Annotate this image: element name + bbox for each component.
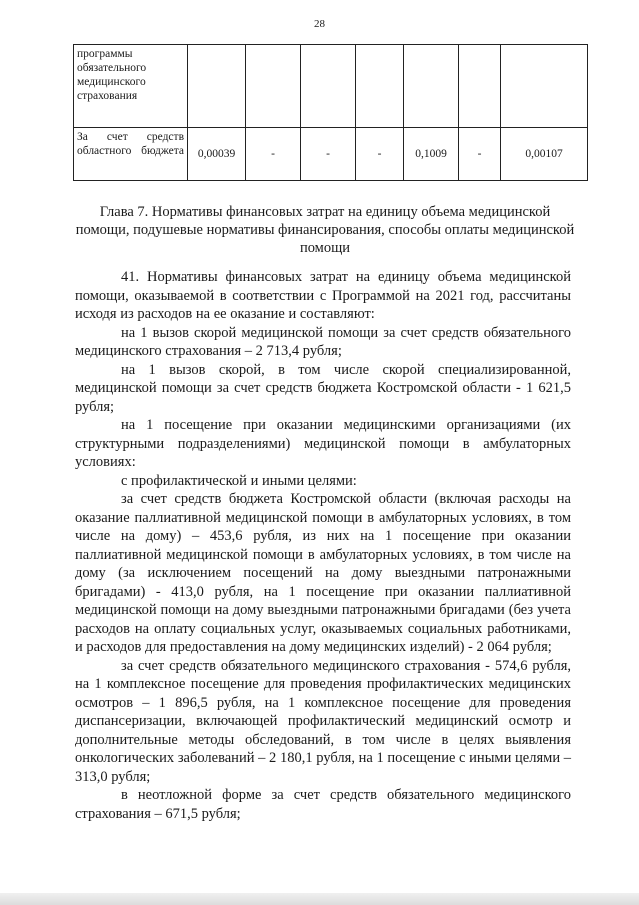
paragraph: за счет средств бюджета Костромской области (включая расходы на оказание паллиативной медицинской помощи в амбулаторных условиях, в том числе на дому) – 453,6 рубля, из них на 1 посещение при оказании паллиативной медицинской помощи в амбулаторных условиях, в том числе на дому (за исключением посещений на дому выездными патронажными бригадами) - 413,0 рубля, на 1 посещение при оказании паллиативной медицинской помощи на дому выездными патронажными бригадами (без учета расходов на оплату социальных услуг, оказываемых социальных работниками, и расходов для предоставления на дому медицинских изделий) - 2 064 рубля; [75, 491, 571, 655]
table-cell [459, 45, 501, 128]
paragraph: за счет средств обязательного медицинского страхования - 574,6 рубля, на 1 комплексное посещение для проведения профилактических медицинских осмотров – 1 896,5 рубля, на 1 комплексное посещение для проведения диспансеризации, включающей профилактический медицинский осмотр и дополнительные методы обследований, в том числе в целях выявления онкологических заболеваний – 2 180,1 рубля, на 1 посещение с иными целями – 313,0 рубля; [75, 657, 571, 785]
paragraph: 41. Нормативы финансовых затрат на единицу объема медицинской помощи, оказываемой в соответствии с Программой на 2021 год, рассчитаны исходя из расходов на ее оказание и составляют: [75, 269, 571, 322]
scan-edge [0, 893, 639, 905]
table-cell: 0,00039 [188, 128, 246, 181]
paragraph: на 1 посещение при оказании медицинскими организациями (их структурными подразделениями) медицинской помощи в амбулаторных условиях: [75, 417, 571, 470]
table-cell [404, 45, 459, 128]
table-cell: 0,00107 [501, 128, 588, 181]
paragraph: с профилактической и иными целями: [121, 472, 357, 489]
table-cell [501, 45, 588, 128]
document-body [75, 268, 571, 823]
table-cell [356, 45, 404, 128]
table-cell-source: За счет средств областного бюджета [74, 128, 188, 181]
table-cell: - [246, 128, 301, 181]
table-cell: - [301, 128, 356, 181]
chapter-title: Глава 7. Нормативы финансовых затрат на единицу объема медицинской помощи, подушевые нормативы финансирования, способы оплаты медицинской помощи [75, 204, 575, 256]
paragraph: на 1 вызов скорой, в том числе скорой специализированной, медицинской помощи за счет средств бюджета Костромской области - 1 621,5 рубля; [75, 361, 571, 415]
table-cell [301, 45, 356, 128]
table-cell: - [356, 128, 404, 181]
table-cell: - [459, 128, 501, 181]
page-number: 28 [314, 18, 325, 30]
normatives-table-continuation [73, 44, 588, 181]
paragraph: на 1 вызов скорой медицинской помощи за счет средств обязательного медицинского страхования – 2 713,4 рубля; [75, 324, 571, 359]
table-row [74, 45, 588, 128]
table-cell [246, 45, 301, 128]
table-row [74, 128, 588, 181]
table-cell [188, 45, 246, 128]
table-cell-source: программы обязательного медицинского страхования [74, 45, 188, 128]
paragraph: в неотложной форме за счет средств обязательного медицинского страхования – 671,5 рубля; [75, 787, 571, 822]
table-cell: 0,1009 [404, 128, 459, 181]
